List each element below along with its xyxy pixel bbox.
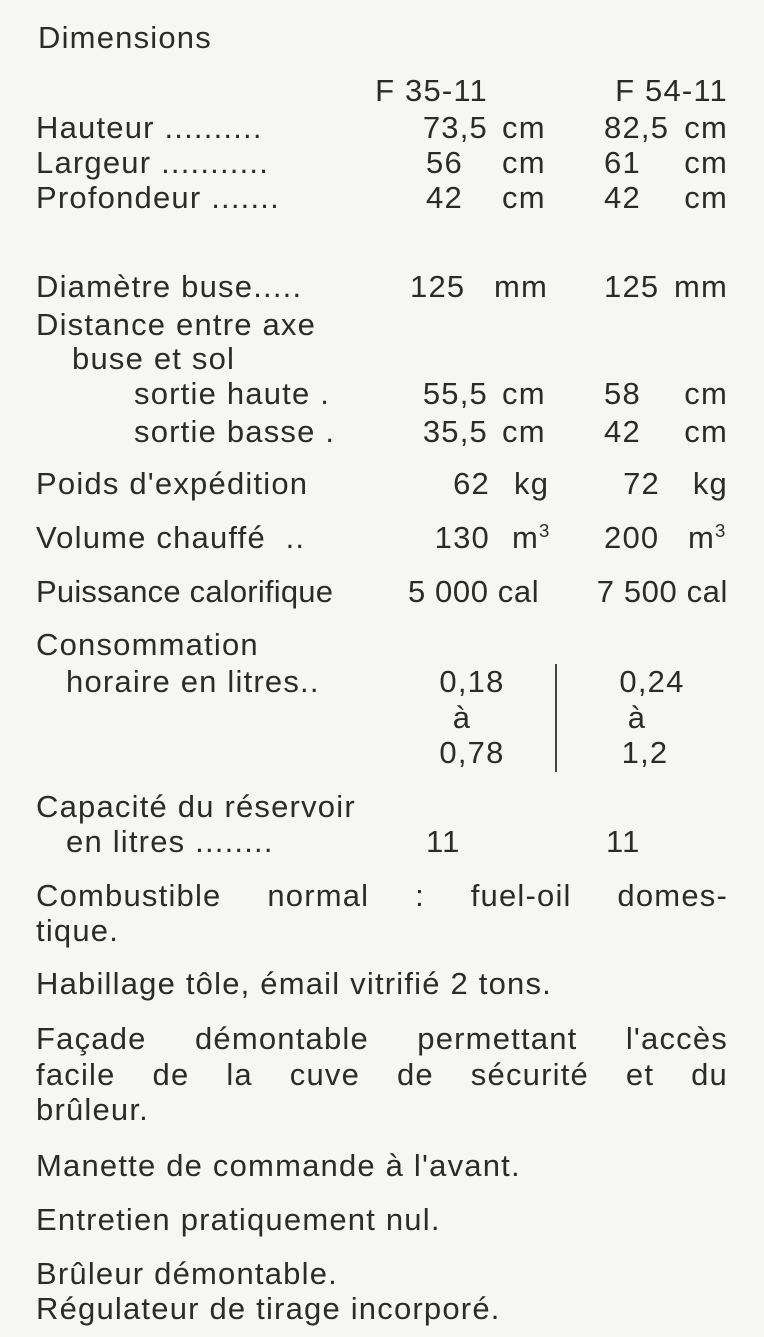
unit-sortie-basse-b: cm	[684, 414, 728, 449]
label-distance-line2: buse et sol	[72, 341, 236, 376]
word: de	[396, 1057, 434, 1092]
value-sortie-haute-a: 55,5	[422, 376, 488, 411]
value-hauteur-a: 73,5	[422, 110, 488, 145]
value-hauteur-b: 82,5	[604, 110, 670, 145]
value-largeur-a: 56	[426, 145, 463, 180]
value-consommation-a-max: 0,78	[439, 735, 505, 770]
model-header-a: F 35-11	[375, 73, 488, 108]
value-capacite-b: 11	[606, 824, 641, 859]
unit-hauteur-a: cm	[502, 110, 546, 145]
unit-volume-b: $m^3$	[688, 520, 726, 556]
word: du	[691, 1057, 728, 1092]
word: Combustible	[36, 878, 222, 913]
unit-largeur-b: cm	[684, 145, 728, 180]
value-largeur-b: 61	[604, 145, 641, 180]
word: facile	[36, 1057, 116, 1092]
unit-diametre-a: mm	[494, 269, 549, 304]
label-capacite-line1: Capacité du réservoir	[36, 789, 356, 824]
label-diametre: Diamètre buse.....	[36, 269, 303, 304]
value-sortie-basse-a: 35,5	[422, 414, 488, 449]
paragraph-combustible-line1	[36, 880, 728, 911]
unit-profondeur-b: cm	[684, 180, 728, 215]
unit-poids-b: kg	[692, 466, 728, 501]
word: fuel-oil	[470, 878, 572, 913]
value-profondeur-b: 42	[604, 180, 641, 215]
label-capacite-line2: en litres ........	[66, 824, 274, 859]
value-volume-b: 200	[604, 520, 660, 555]
paragraph-facade-line1	[36, 1023, 728, 1054]
word: normal	[267, 878, 370, 913]
value-volume-a: 130	[434, 520, 490, 555]
paragraph-entretien: Entretien pratiquement nul.	[36, 1202, 441, 1237]
value-consommation-b-max: 1,2	[621, 735, 669, 770]
section-title: Dimensions	[38, 20, 212, 55]
label-volume: Volume chauffé ..	[36, 520, 306, 555]
value-consommation-b-min: 0,24	[619, 664, 685, 699]
label-largeur: Largeur ...........	[36, 145, 270, 180]
value-consommation-a-mid: à	[452, 700, 472, 735]
paragraph-regulateur: Régulateur de tirage incorporé.	[36, 1291, 501, 1326]
value-profondeur-a: 42	[426, 180, 463, 215]
label-hauteur: Hauteur ..........	[36, 110, 263, 145]
paragraph-facade-line3: brûleur.	[36, 1092, 149, 1127]
word: Façade	[36, 1021, 147, 1056]
unit-sortie-basse-a: cm	[502, 414, 546, 449]
unit-sortie-haute-a: cm	[502, 376, 546, 411]
label-consommation-line2: horaire en litres..	[66, 664, 320, 699]
label-sortie-basse: sortie basse .	[134, 414, 336, 449]
paragraph-habillage: Habillage tôle, émail vitrifié 2 tons.	[36, 966, 552, 1001]
paragraph-bruleur: Brûleur démontable.	[36, 1256, 338, 1291]
value-capacite-a: 11	[426, 824, 461, 859]
unit-volume-a: $m^3$	[512, 520, 550, 556]
value-sortie-haute-b: 58	[604, 376, 641, 411]
label-distance-line1: Distance entre axe	[36, 307, 317, 342]
word: cuve	[289, 1057, 361, 1092]
unit-profondeur-a: cm	[502, 180, 546, 215]
model-header-b: F 54-11	[615, 73, 728, 108]
word: et	[625, 1057, 655, 1092]
column-divider	[555, 664, 557, 772]
paragraph-facade-line2	[36, 1059, 728, 1090]
word: domes-	[617, 878, 728, 913]
value-poids-a: 62	[453, 466, 490, 501]
label-poids: Poids d'expédition	[36, 466, 309, 501]
unit-diametre-b: mm	[673, 269, 728, 304]
value-consommation-a-min: 0,18	[439, 664, 505, 699]
value-poids-b: 72	[623, 466, 660, 501]
value-diametre-b: 125	[604, 269, 660, 304]
value-puissance-a: 5 000 cal	[408, 574, 540, 609]
label-consommation-line1: Consommation	[36, 627, 259, 662]
value-consommation-b-mid: à	[627, 700, 647, 735]
label-sortie-haute: sortie haute .	[134, 376, 331, 411]
word: de	[152, 1057, 190, 1092]
value-puissance-b: 7 500 cal	[596, 574, 728, 609]
value-diametre-a: 125	[410, 269, 466, 304]
word: la	[226, 1057, 253, 1092]
unit-largeur-a: cm	[502, 145, 546, 180]
label-puissance: Puissance calorifique	[36, 574, 334, 609]
word: permettant	[417, 1021, 578, 1056]
paragraph-combustible-line2: tique.	[36, 913, 120, 948]
word: démontable	[194, 1021, 369, 1056]
unit-sortie-haute-b: cm	[684, 376, 728, 411]
word: :	[415, 878, 425, 913]
paragraph-manette: Manette de commande à l'avant.	[36, 1148, 521, 1183]
word: l'accès	[625, 1021, 728, 1056]
unit-poids-a: kg	[514, 466, 550, 501]
word: sécurité	[470, 1057, 589, 1092]
unit-hauteur-b: cm	[684, 110, 728, 145]
label-profondeur: Profondeur .......	[36, 180, 280, 215]
value-sortie-basse-b: 42	[604, 414, 641, 449]
